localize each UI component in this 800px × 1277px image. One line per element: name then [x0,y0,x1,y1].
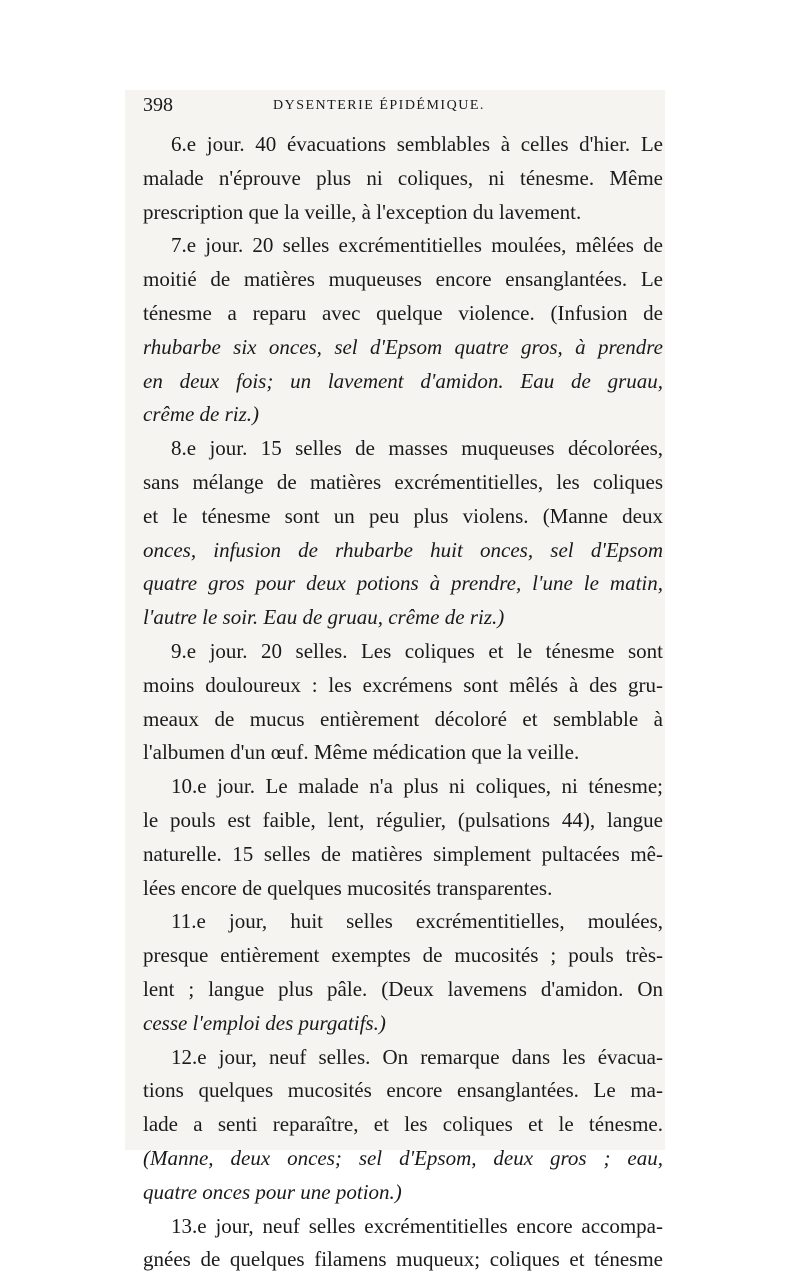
text-line: lées encore de quelques mucosités transparentes. [143,875,553,900]
text-line: lade a senti reparaître, et les coliques et le ténesme. [143,1112,663,1137]
text-line: le pouls est faible, lent, régulier, (pulsations 44), langue [143,807,663,832]
text-line: naturelle. 15 selles de matières simplement pultacées mê- [143,841,663,866]
text-line: rhubarbe six onces, sel d'Epsom quatre gros, à prendre [143,334,663,359]
text-line: tions quelques mucosités encore ensanglantées. Le ma- [143,1078,663,1103]
text-line: malade n'éprouve plus ni coliques, ni ténesme. Même [143,165,663,190]
text-line: crême de riz.) [143,402,260,427]
text-line: sans mélange de matières excrémentitielles, les coliques [143,469,663,494]
text-line: prescription que la veille, à l'exception du lavement. [143,199,582,224]
text-line: 9.e jour. 20 selles. Les coliques et le ténesme sont [171,638,663,663]
text-line: 6.e jour. 40 évacuations semblables à celles d'hier. Le [171,132,663,156]
text-line: 13.e jour, neuf selles excrémentitielles encore accompa- [171,1213,663,1238]
text-line: 8.e jour. 15 selles de masses muqueuses décolorées, [171,436,663,461]
text-line: 10.e jour. Le malade n'a plus ni coliques, ni ténesme; [171,774,663,799]
text-line: presque entièrement exemptes de mucosités ; pouls très- [143,943,663,968]
text-line: 11.e jour, huit selles excrémentitielles, moulées, [171,909,663,934]
text-line: 12.e jour, neuf selles. On remarque dans les évacua- [171,1044,663,1069]
text-line: gnées de quelques filamens muqueux; coliques et ténesme [143,1247,663,1272]
text-line: meaux de mucus entièrement décoloré et semblable à [143,706,663,731]
running-head [143,94,663,120]
text-line: l'albumen d'un œuf. Même médication que la veille. [143,740,580,765]
text-line: ténesme a reparu avec quelque violence. (Infusion de [143,300,663,325]
text-line: l'autre le soir. Eau de gruau, crême de riz.) [143,605,505,630]
running-title: DYSENTERIE ÉPIDÉMIQUE. [273,98,485,113]
text-line: moitié de matières muqueuses encore ensanglantées. Le [143,267,663,292]
text-line: lent ; langue plus pâle. (Deux lavemens d'amidon. On [143,976,663,1001]
text-line: quatre onces pour une potion.) [143,1179,402,1204]
text-line: cesse l'emploi des purgatifs.) [143,1010,386,1035]
text-line: en deux fois; un lavement d'amidon. Eau de gruau, [143,368,663,393]
text-line: 7.e jour. 20 selles excrémentitielles moulées, mêlées de [171,233,663,258]
text-line: et le ténesme sont un peu plus violens. (Manne deux [143,503,663,528]
body-text [143,128,663,1277]
text-line: moins douloureux : les excrémens sont mêlés à des gru- [143,672,663,697]
text-line: (Manne, deux onces; sel d'Epsom, deux gros ; eau, [143,1145,663,1170]
page-number: 398 [143,94,173,116]
text-line: onces, infusion de rhubarbe huit onces, sel d'Epsom [143,537,663,562]
text-line: quatre gros pour deux potions à prendre, l'une le matin, [143,571,663,596]
